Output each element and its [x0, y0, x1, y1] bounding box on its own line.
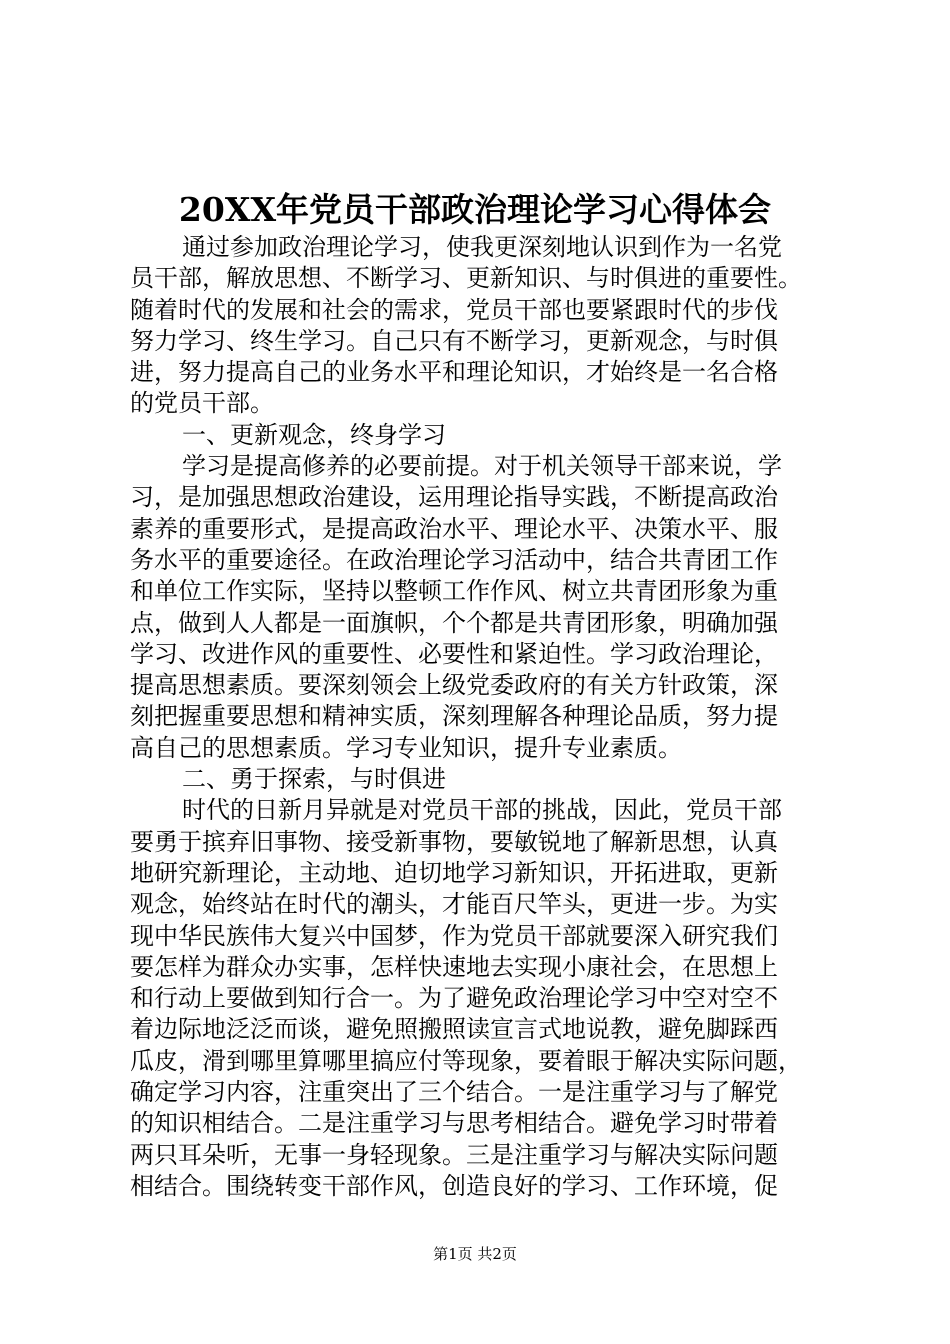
paragraph-line: 刻把握重要思想和精神实质，深刻理解各种理论品质，努力提: [130, 702, 778, 731]
paragraph-line: 学习是提高修养的必要前提。对于机关领导干部来说，学: [182, 452, 782, 481]
paragraph-line: 两只耳朵听，无事一身轻现象。三是注重学习与解决实际问题: [130, 1140, 778, 1169]
paragraph-line: 进，努力提高自己的业务水平和理论知识，才始终是一名合格: [130, 358, 778, 387]
paragraph-line: 和单位工作实际，坚持以整顿工作作风、树立共青团形象为重: [130, 577, 778, 606]
document-title: 20XX年党员干部政治理论学习心得体会: [178, 190, 772, 229]
paragraph-line: 的党员干部。: [130, 389, 274, 418]
paragraph-line: 现中华民族伟大复兴中国梦，作为党员干部就要深入研究我们: [130, 921, 778, 950]
paragraph-line: 通过参加政治理论学习，使我更深刻地认识到作为一名党: [182, 233, 782, 261]
paragraph-line: 随着时代的发展和社会的需求，党员干部也要紧跟时代的步伐: [130, 295, 778, 324]
paragraph-line: 素养的重要形式，是提高政治水平、理论水平、决策水平、服: [130, 514, 778, 543]
paragraph-line: 努力学习、终生学习。自己只有不断学习，更新观念，与时俱: [130, 326, 778, 355]
paragraph-line: 习，是加强思想政治建设，运用理论指导实践，不断提高政治: [130, 483, 778, 512]
paragraph-line: 高自己的思想素质。学习专业知识，提升专业素质。: [130, 733, 682, 762]
paragraph-line: 时代的日新月异就是对党员干部的挑战，因此，党员干部: [182, 796, 782, 825]
page-footer: 第1页 共2页: [433, 1245, 517, 1263]
paragraph-line: 地研究新理论，主动地、迫切地学习新知识，开拓进取，更新: [130, 858, 778, 887]
paragraph-line: 确定学习内容，注重突出了三个结合。一是注重学习与了解党: [130, 1078, 778, 1107]
paragraph-line: 务水平的重要途径。在政治理论学习活动中，结合共青团工作: [130, 545, 778, 574]
paragraph-line: 点，做到人人都是一面旗帜，个个都是共青团形象，明确加强: [130, 608, 778, 637]
document-body: [130, 232, 860, 1202]
paragraph-line: 观念，始终站在时代的潮头，才能百尺竿头，更进一步。为实: [130, 890, 778, 919]
paragraph-line: 瓜皮，滑到哪里算哪里搞应付等现象，要着眼于解决实际问题，: [130, 1046, 802, 1075]
paragraph-line: 要怎样为群众办实事，怎样快速地去实现小康社会，在思想上: [130, 952, 778, 981]
paragraph-line: 的知识相结合。二是注重学习与思考相结合。避免学习时带着: [130, 1109, 778, 1138]
paragraph-line: 相结合。围绕转变干部作风，创造良好的学习、工作环境，促: [130, 1171, 778, 1200]
paragraph-line: 学习、改进作风的重要性、必要性和紧迫性。学习政治理论，: [130, 639, 778, 668]
paragraph-line: 和行动上要做到知行合一。为了避免政治理论学习中空对空不: [130, 984, 778, 1013]
paragraph-line: 提高思想素质。要深刻领会上级党委政府的有关方针政策，深: [130, 671, 778, 700]
paragraph-line: 员干部，解放思想、不断学习、更新知识、与时俱进的重要性。: [130, 264, 802, 293]
section-heading: 二、勇于探索，与时俱进: [182, 765, 446, 794]
section-heading: 一、更新观念，终身学习: [182, 420, 446, 449]
paragraph-line: 要勇于摈弃旧事物、接受新事物，要敏锐地了解新思想，认真: [130, 827, 778, 856]
paragraph-line: 着边际地泛泛而谈，避免照搬照读宣言式地说教，避免脚踩西: [130, 1015, 778, 1044]
